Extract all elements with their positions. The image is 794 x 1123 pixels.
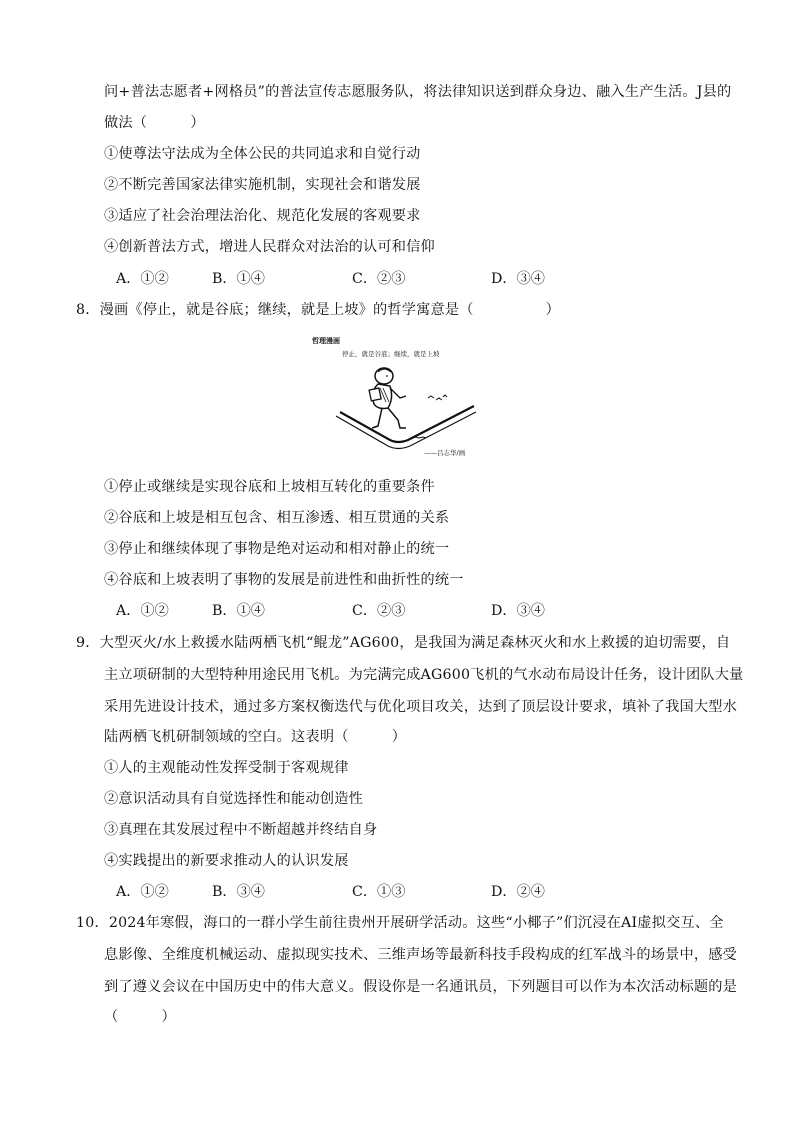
q8-option-d[interactable]: D．③④ xyxy=(491,603,545,619)
q9-stem-line2: 主立项研制的大型特种用途民用飞机。为完满完成AG600飞机的气水动布局设计任务，设计团队大量 xyxy=(104,667,744,683)
cartoon-author: ——吕志华/画 xyxy=(424,449,466,457)
q10-stem-line1: 10．2024年寒假，海口的一群小学生前往贵州开展研学活动。这些“小椰子”们沉浸在AI虚拟交互、全 xyxy=(76,915,724,931)
q8-statement-2: ②谷底和上坡是相互包含、相互渗透、相互贯通的关系 xyxy=(104,510,450,526)
q7-statement-1: ①使尊法守法成为全体公民的共同追求和自觉行动 xyxy=(104,146,421,162)
q7-option-c[interactable]: C．②③ xyxy=(352,271,406,287)
q8-option-b[interactable]: B．①④ xyxy=(212,603,265,619)
q10-stem-line4: （ ） xyxy=(104,1009,176,1025)
q7-option-d[interactable]: D．③④ xyxy=(491,271,545,287)
q10-stem-line3: 到了遵义会议在中国历史中的伟大意义。假设你是一名通讯员，下列题目可以作为本次活动标题的是 xyxy=(104,979,738,995)
q8-statement-1: ①停止或继续是实现谷底和上坡相互转化的重要条件 xyxy=(104,479,435,495)
q7-option-a[interactable]: A．①② xyxy=(116,271,169,287)
q9-option-b[interactable]: B．③④ xyxy=(212,884,265,900)
q9-statement-2: ②意识活动具有自觉选择性和能动创造性 xyxy=(104,791,363,807)
q7-option-b[interactable]: B．①④ xyxy=(212,271,265,287)
q9-stem-line4: 陆两栖飞机研制领域的空白。这表明（ ） xyxy=(104,729,407,745)
q8-statement-4: ④谷底和上坡表明了事物的发展是前进性和曲折性的统一 xyxy=(104,572,464,588)
q10-stem-line2: 息影像、全维度机械运动、虚拟现实技术、三维声场等最新科技手段构成的红军战斗的场景中，感受 xyxy=(104,947,738,963)
q9-option-a[interactable]: A．①② xyxy=(116,884,169,900)
q9-option-d[interactable]: D．②④ xyxy=(491,884,545,900)
q9-statement-3: ③真理在其发展过程中不断超越并终结自身 xyxy=(104,822,378,838)
q7-statement-2: ②不断完善国家法律实施机制，实现社会和谐发展 xyxy=(104,177,421,193)
q9-stem-line1: 9．大型灭火/水上救援水陆两栖飞机“鲲龙”AG600，是我国为满足森林灭火和水上救援的迫切需要，自 xyxy=(76,635,731,651)
q8-option-a[interactable]: A．①② xyxy=(116,603,169,619)
q8-option-c[interactable]: C．②③ xyxy=(352,603,406,619)
q9-stem-line3: 采用先进设计技术，通过多方案权衡迭代与优化项目攻关，达到了顶层设计要求，填补了我国大型水 xyxy=(104,699,738,715)
q7-stem-line2: 做法（ ） xyxy=(104,115,205,131)
cartoon-caption: 停止，就是谷底；继续，就是上坡 xyxy=(342,350,440,358)
q8-statement-3: ③停止和继续体现了事物是绝对运动和相对静止的统一 xyxy=(104,541,450,557)
q8-stem: 8．漫画《停止，就是谷底；继续，就是上坡》的哲学寓意是（ ） xyxy=(76,302,561,318)
climbing-figure-drawing xyxy=(312,334,492,462)
q8-cartoon xyxy=(312,334,492,462)
q7-statement-3: ③适应了社会治理法治化、规范化发展的客观要求 xyxy=(104,208,421,224)
q7-statement-4: ④创新普法方式，增进人民群众对法治的认可和信仰 xyxy=(104,239,435,255)
cartoon-header: 哲理漫画 xyxy=(312,336,340,345)
q9-option-c[interactable]: C．①③ xyxy=(352,884,406,900)
q7-stem-line1: 问+普法志愿者+网格员”的普法宣传志愿服务队，将法律知识送到群众身边、融入生产生活。J县的 xyxy=(104,84,732,100)
q9-statement-4: ④实践提出的新要求推动人的认识发展 xyxy=(104,853,349,869)
q9-statement-1: ①人的主观能动性发挥受制于客观规律 xyxy=(104,760,349,776)
